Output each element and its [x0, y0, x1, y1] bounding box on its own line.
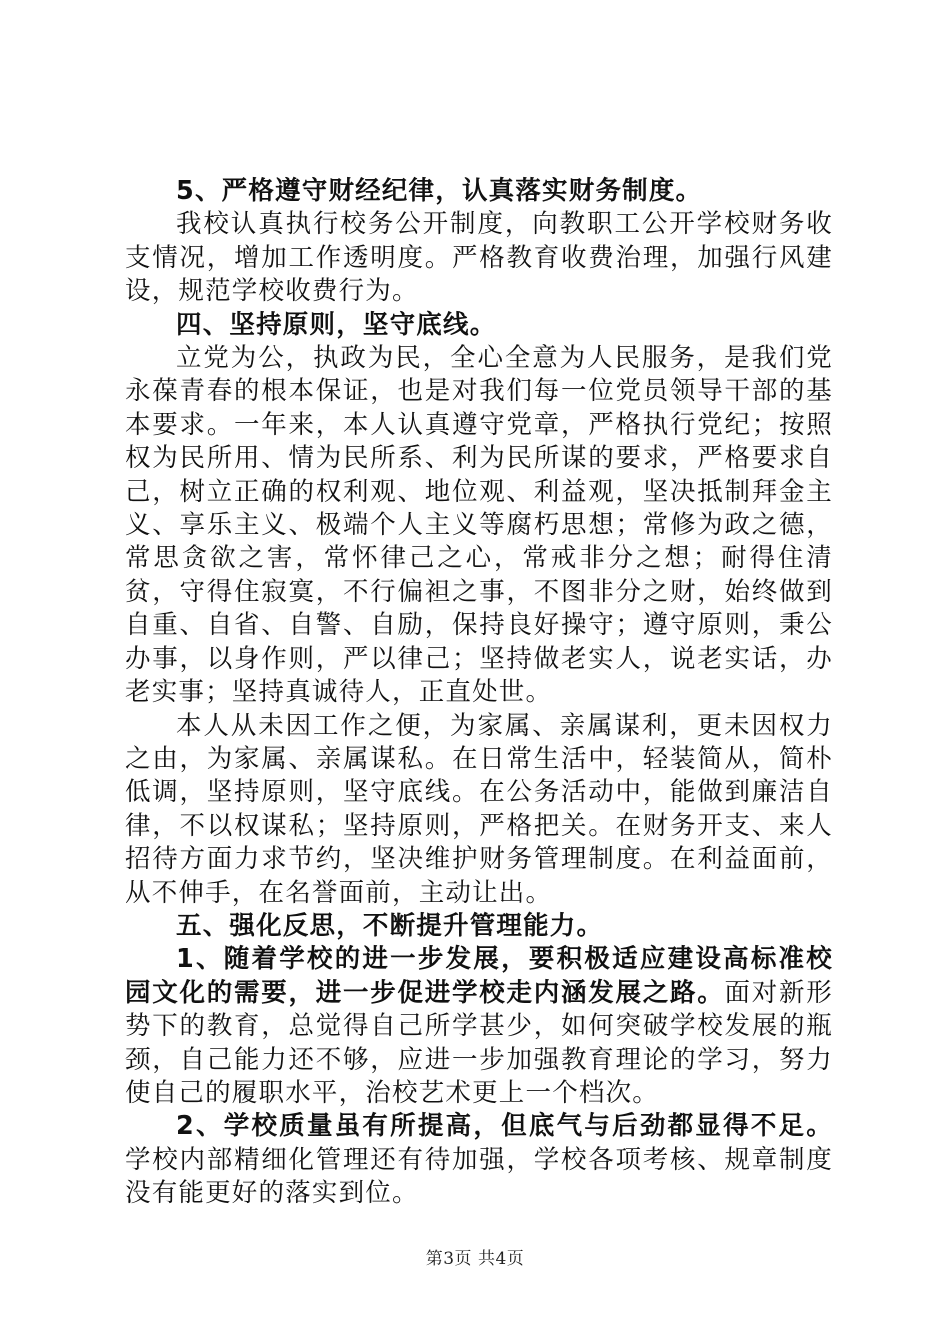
paragraph-reflection-2	[125, 1110, 833, 1210]
section-heading-principles: 四、坚持原则，坚守底线。	[176, 309, 497, 340]
paragraph-reflection-1-lead: 1、随着学校的进一步发展，要积极适应建设高标准校园文化的需要，进一步促进学校走内涵发展之路。	[125, 944, 833, 1008]
document-body	[125, 175, 833, 1211]
page-footer: 第3页 共4页	[425, 1249, 525, 1269]
paragraph-principles: 立党为公，执政为民，全心全意为人民服务，是我们党永葆青春的根本保证，也是对我们每一位党员领导干部的基本要求。一年来，本人认真遵守党章，严格执行党纪；按照权为民所用、情为民所系、利为民所谋的要求，严格要求自己，树立正确的权利观、地位观、利益观，坚决抵制拜金主义、享乐主义、极端个人主义等腐朽思想；常修为政之德，常思贪欲之害，常怀律己之心，常戒非分之想；耐得住清贫，守得住寂寞，不行偏袒之事，不图非分之财，始终做到自重、自省、自警、自励，保持良好操守；遵守原则，秉公办事，以身作则，严以律己；坚持做老实人，说老实话，办老实事；坚持真诚待人，正直处世。	[125, 343, 833, 708]
paragraph-reflection-1	[125, 943, 833, 1110]
section-heading-finance: 5、严格遵守财经纪律，认真落实财务制度。	[176, 176, 703, 206]
paragraph-reflection-1-body: 面对新形势下的教育，总觉得自己所学甚少，如何突破学校发展的瓶颈，自己能力还不够，应进一步加强教育理论的学习，努力使自己的履职水平，治校艺术更上一个档次。	[125, 977, 833, 1108]
paragraph-finance: 我校认真执行校务公开制度，向教职工公开学校财务收支情况，增加工作透明度。严格教育收费治理，加强行风建设，规范学校收费行为。	[125, 209, 833, 307]
paragraph-integrity: 本人从未因工作之便，为家属、亲属谋利，更未因权力之由，为家属、亲属谋私。在日常生活中，轻装简从，简朴低调，坚持原则，坚守底线。在公务活动中，能做到廉洁自律，不以权谋私；坚持原则，严格把关。在财务开支、来人招待方面力求节约，坚决维护财务管理制度。在利益面前，从不伸手，在名誉面前，主动让出。	[125, 710, 833, 908]
paragraph-reflection-2-lead: 2、学校质量虽有所提高，但底气与后劲都显得不足。	[176, 1111, 833, 1142]
section-heading-reflection: 五、强化反思，不断提升管理能力。	[176, 910, 604, 941]
paragraph-reflection-2-body: 学校内部精细化管理还有待加强，学校各项考核、规章制度没有能更好的落实到位。	[125, 1144, 833, 1209]
